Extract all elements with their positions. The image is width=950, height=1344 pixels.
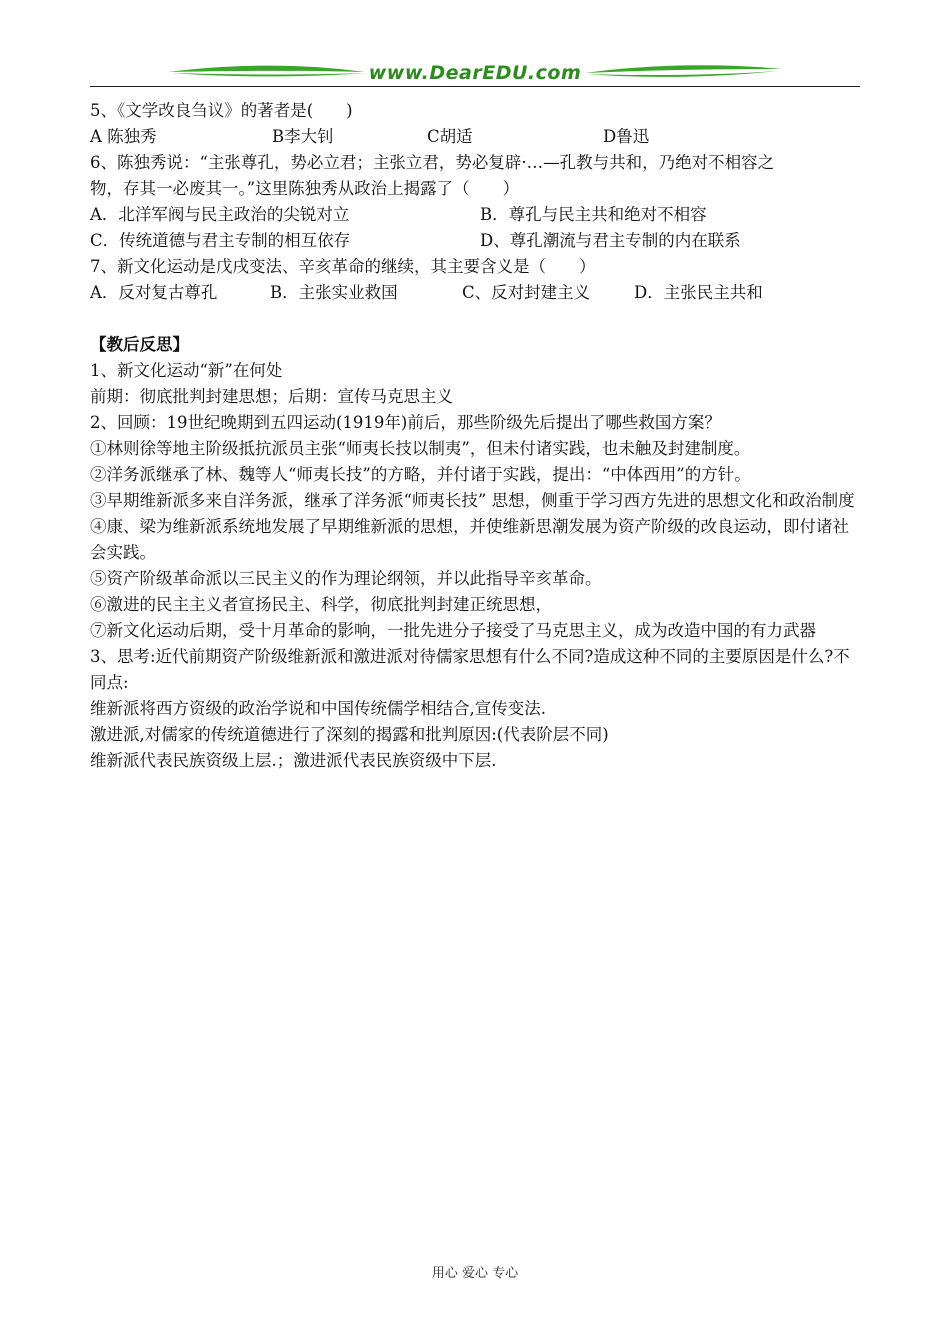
q7-option-b: B．主张实业救国 [270,283,398,302]
q5-option-b: B李大钊 [272,127,334,146]
question-6-options-row2 [90,228,865,254]
q5-option-c: C胡适 [427,127,473,146]
question-6-stem-line2: 物，存其一必废其一。”这里陈独秀从政治上揭露了（ ） [90,179,520,198]
reflection-item-3: ③早期维新派多来自洋务派，继承了洋务派“师夷长技” 思想，侧重于学习西方先进的思想文化和政治制度 [90,491,855,510]
reflection-item-6: ⑥激进的民主主义者宣扬民主、科学，彻底批判封建正统思想， [90,595,552,614]
q5-option-d: D鲁迅 [603,127,650,146]
reflection-point-3-line-1: 维新派将西方资级的政治学说和中国传统儒学相结合,宣传变法. [90,699,546,718]
reflection-point-3-line-2: 激进派,对儒家的传统道德进行了深刻的揭露和批判原因:(代表阶层不同) [90,725,609,744]
q5-option-a: A 陈独秀 [90,127,157,146]
question-6-options-row1 [90,202,865,228]
reflection-point-3-line-3: 维新派代表民族资级上层.；激进派代表民族资级中下层. [90,751,497,770]
reflection-item-2: ②洋务派继承了林、魏等人“师夷长技”的方略，并付诸于实践，提出：“中体西用”的方针。 [90,465,751,484]
question-5-stem: 5、《文学改良刍议》的著者是( ) [90,101,353,120]
page-footer: 用心 爱心 专心 [431,1266,519,1281]
header-divider [90,86,860,87]
q6-option-b: B．尊孔与民主共和绝对不相容 [480,205,707,224]
reflection-item-4: ④康、梁为维新派系统地发展了早期维新派的思想，并使维新思潮发展为资产阶级的改良运动，即付诸社会实践。 [90,517,849,562]
reflection-item-1: ①林则徐等地主阶级抵抗派员主张“师夷长技以制夷”，但未付诸实践，也未触及封建制度。 [90,439,751,458]
question-7-stem: 7、新文化运动是戊戌变法、辛亥革命的继续，其主要含义是（ ） [90,257,596,276]
document-body [90,98,865,774]
question-5-options [90,124,865,150]
reflection-point-3-title: 3、思考:近代前期资产阶级维新派和激进派对待儒家思想有什么不同?造成这种不同的主要原因是什么?不同点: [90,647,850,692]
reflection-point-1-title: 1、新文化运动“新”在何处 [90,361,283,380]
reflection-point-2-title: 2、回顾：19世纪晚期到五四运动(1919年)前后，那些阶级先后提出了哪些救国方案？ [90,413,721,432]
q6-option-d: D、尊孔潮流与君主专制的内在联系 [480,231,741,250]
q7-option-c: C、反对封建主义 [462,283,591,302]
question-6-stem-line1: 6、陈独秀说：“主张尊孔，势必立君；主张立君，势必复辟·…—孔教与共和，乃绝对不相容之 [90,153,775,172]
reflection-item-7: ⑦新文化运动后期，受十月革命的影响，一批先进分子接受了马克思主义，成为改造中国的有力武器 [90,621,816,640]
q7-option-a: A．反对复古尊孔 [90,283,218,302]
q6-option-c: C．传统道德与君主专制的相互依存 [90,231,351,250]
page-header [90,58,860,92]
reflection-heading: 【教后反思】 [90,335,189,354]
reflection-item-5: ⑤资产阶级革命派以三民主义的作为理论纲领，并以此指导辛亥革命。 [90,569,602,588]
header-site-url[interactable]: www.DearEDU.com [368,62,582,84]
question-7-options [90,280,865,306]
q7-option-d: D．主张民主共和 [634,283,763,302]
q6-option-a: A．北洋军阀与民主政治的尖锐对立 [90,205,350,224]
reflection-point-1-answer: 前期：彻底批判封建思想；后期：宣传马克思主义 [90,387,453,406]
